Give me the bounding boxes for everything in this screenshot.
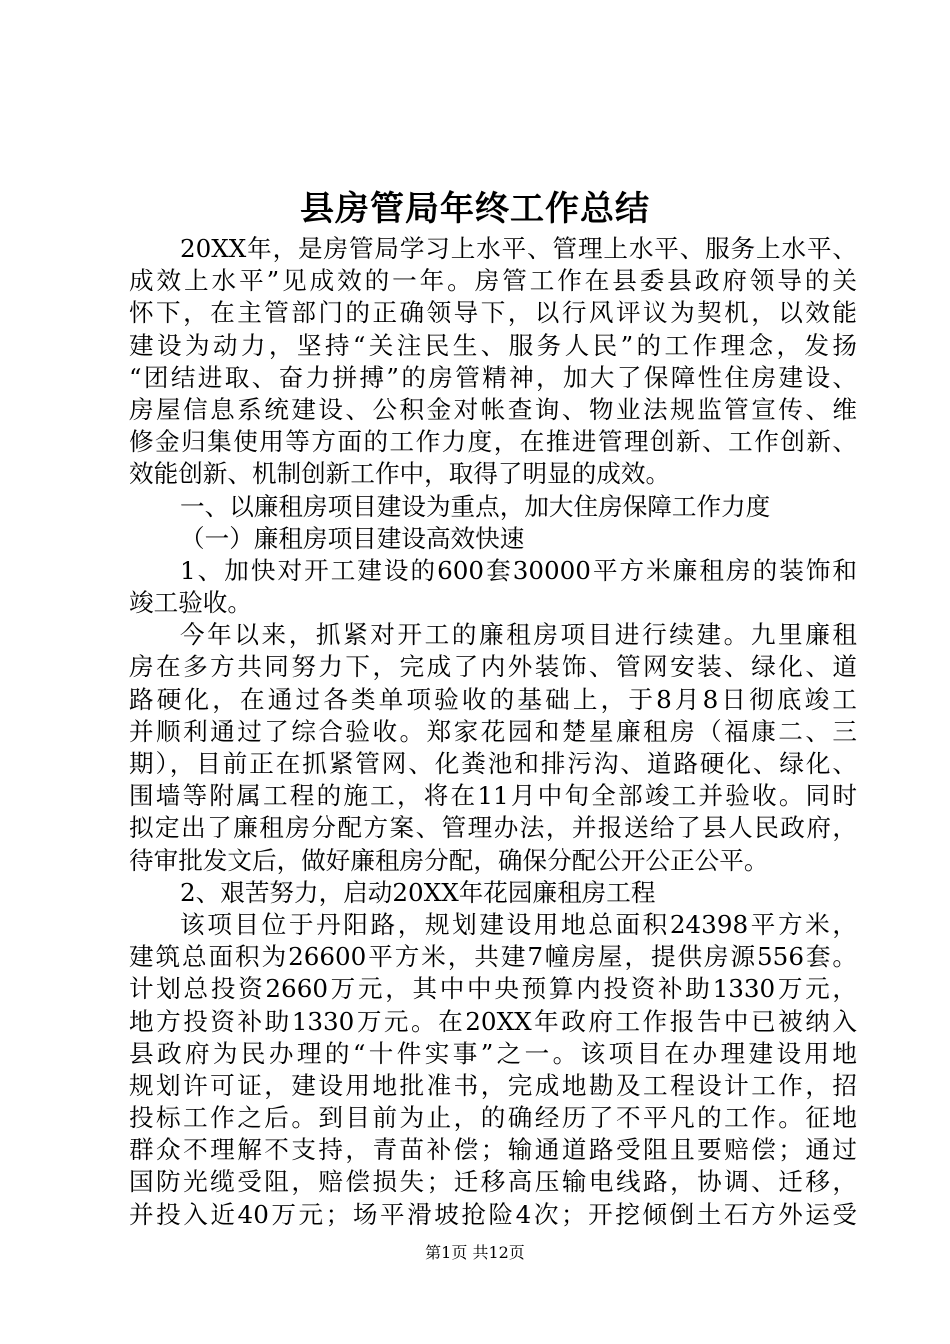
- body-line: 期），目前正在抓紧管网、化粪池和排污沟、道路硬化、绿化、: [129, 749, 857, 778]
- body-line: 投标工作之后。到目前为止，的确经历了不平凡的工作。征地: [129, 1103, 857, 1133]
- body-line: 效能创新、机制创新工作中，取得了明显的成效。: [129, 459, 671, 489]
- body-line: 围墙等附属工程的施工，将在11月中旬全部竣工并验收。同时: [129, 781, 857, 811]
- body-line: 该项目位于丹阳路，规划建设用地总面积24398平方米，: [180, 909, 857, 939]
- page-number: 第1页 共12页: [425, 1243, 525, 1262]
- body-line: 房在多方共同努力下，完成了内外装饰、管网安装、绿化、道: [129, 652, 857, 682]
- body-line: 怀下，在主管部门的正确领导下，以行风评议为契机，以效能: [129, 298, 857, 328]
- body-line: 建设为动力，坚持“关注民生、服务人民”的工作理念，发扬: [129, 330, 857, 360]
- subsection-heading: （一）廉租房项目建设高效快速: [180, 523, 525, 553]
- document-body: [129, 233, 857, 1231]
- body-line: 竣工验收。: [129, 588, 252, 618]
- body-line: 路硬化，在通过各类单项验收的基础上，于8月8日彻底竣工: [129, 684, 857, 714]
- subsection-heading: 2、艰苦努力，启动20XX年花园廉租房工程: [180, 877, 656, 907]
- body-line: 修金归集使用等方面的工作力度，在推进管理创新、工作创新、: [129, 427, 857, 457]
- body-line: 地方投资补助1330万元。在20XX年政府工作报告中已被纳入: [129, 1006, 857, 1036]
- body-line: 并顺利通过了综合验收。郑家花园和楚星廉租房（福康二、三: [129, 716, 857, 746]
- body-line: 1、加快对开工建设的600套30000平方米廉租房的装饰和: [180, 555, 857, 585]
- body-line: 计划总投资2660万元，其中中央预算内投资补助1330万元，: [129, 974, 857, 1004]
- body-line: 群众不理解不支持，青苗补偿；输通道路受阻且要赔偿；通过: [129, 1135, 857, 1165]
- body-line: 国防光缆受阻，赔偿损失；迁移高压输电线路，协调、迁移，: [129, 1167, 857, 1197]
- body-line: 拟定出了廉租房分配方案、管理办法，并报送给了县人民政府，: [129, 813, 857, 843]
- section-heading: 一、以廉租房项目建设为重点，加大住房保障工作力度: [180, 491, 771, 521]
- body-line: 今年以来，抓紧对开工的廉租房项目进行续建。九里廉租: [180, 620, 857, 650]
- body-line: 并投入近40万元；场平滑坡抢险4次；开挖倾倒土石方外运受: [129, 1199, 857, 1229]
- document-title: 县房管局年终工作总结: [300, 189, 650, 229]
- body-line: 成效上水平”见成效的一年。房管工作在县委县政府领导的关: [129, 266, 857, 296]
- body-line: 20XX年，是房管局学习上水平、管理上水平、服务上水平、: [180, 234, 857, 263]
- body-line: 房屋信息系统建设、公积金对帐查询、物业法规监管宣传、维: [129, 394, 857, 424]
- body-line: 规划许可证，建设用地批准书，完成地勘及工程设计工作，招: [129, 1070, 857, 1100]
- body-line: 待审批发文后，做好廉租房分配，确保分配公开公正公平。: [129, 845, 769, 875]
- body-line: “团结进取、奋力拼搏”的房管精神，加大了保障性住房建设、: [129, 362, 857, 392]
- body-line: 建筑总面积为26600平方米，共建7幢房屋，提供房源556套。: [129, 942, 857, 972]
- body-line: 县政府为民办理的“十件实事”之一。该项目在办理建设用地: [129, 1038, 857, 1068]
